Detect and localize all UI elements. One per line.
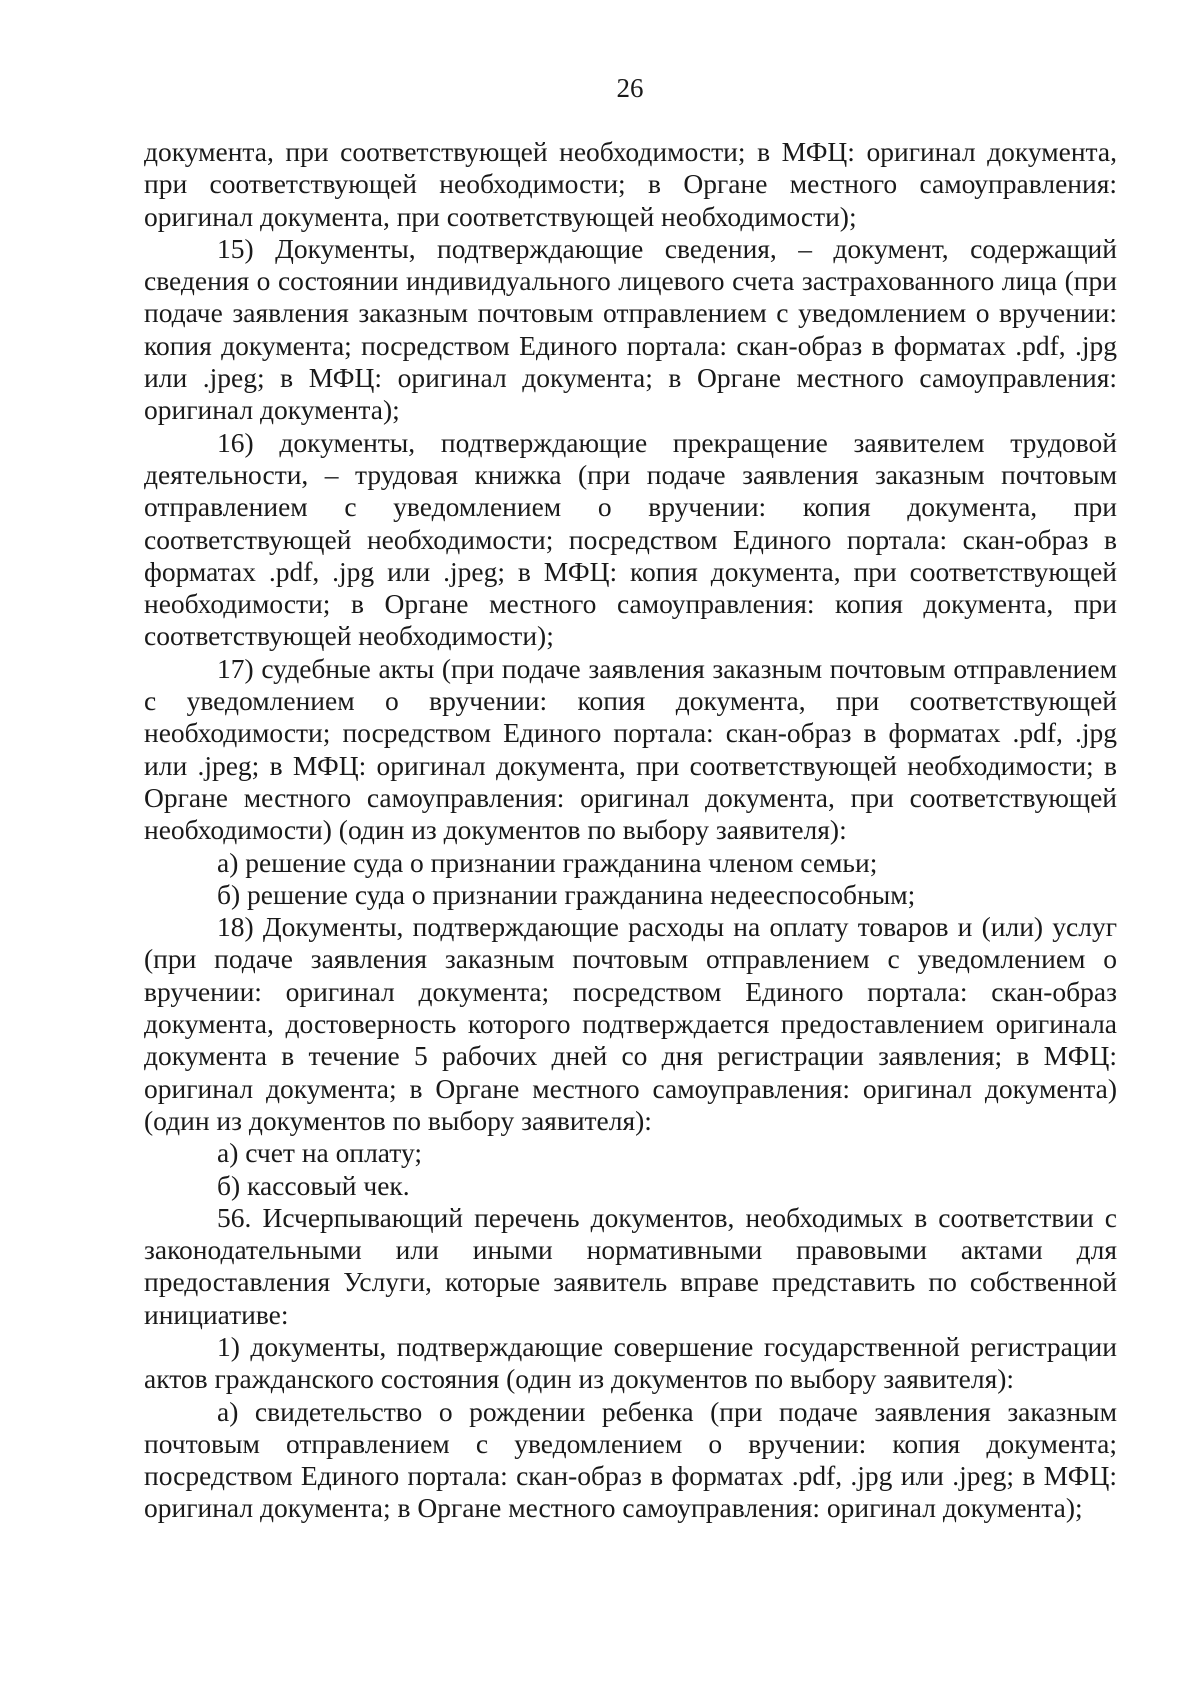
paragraph-item-16: 16) документы, подтверждающие прекращение заявителем трудовой деятельности, – трудовая книжка (при подаче заявления заказным почтовым отправлением с уведомлением о вручении: копия документа, при соответствующей необходимости; посредством Единого портала: скан-образ в форматах .pdf, .jpg или .jpeg; в МФЦ: копия документа, при соответствующей необходимости; в Органе местного самоуправления: копия документа, при соответствующей необходимости); [144,426,1117,652]
paragraph-item-17a: а) решение суда о признании гражданина членом семьи; [217,846,878,878]
paragraph-section-56: 56. Исчерпывающий перечень документов, необходимых в соответствии с законодательными или иными нормативными правовыми актами для предоставления Услуги, которые заявитель вправе представить по собственной инициативе: [144,1201,1117,1330]
paragraph-item-18: 18) Документы, подтверждающие расходы на оплату товаров и (или) услуг (при подаче заявления заказным почтовым отправлением с уведомлением о вручении: оригинал документа; посредством Единого портала: скан-образ документа, достоверность которого подтверждается предоставлением оригинала документа в течение 5 рабочих дней со дня регистрации заявления; в МФЦ: оригинал документа; в Органе местного самоуправления: оригинал документа) (один из документов по выбору заявителя): [144,911,1117,1136]
paragraph-item-18b: б) кассовый чек. [217,1169,410,1201]
page-number: 26 [616,73,644,103]
paragraph-continuation: документа, при соответствующей необходимости; в МФЦ: оригинал документа, при соответствующей необходимости; в Органе местного самоуправления: оригинал документа, при соответствующей необходимости); [144,136,1117,232]
paragraph-item-1a: а) свидетельство о рождении ребенка (при подаче заявления заказным почтовым отправлением с уведомлением о вручении: копия документа; посредством Единого портала: скан-образ в форматах .pdf, .jpg или .jpeg; в МФЦ: оригинал документа; в Органе местного самоуправления: оригинал документа); [144,1395,1117,1524]
paragraph-item-15: 15) Документы, подтверждающие сведения, – документ, содержащий сведения о состоянии индивидуального лицевого счета застрахованного лица (при подаче заявления заказным почтовым отправлением с уведомлением о вручении: копия документа; посредством Единого портала: скан-образ в форматах .pdf, .jpg или .jpeg; в МФЦ: оригинал документа; в Органе местного самоуправления: оригинал документа); [144,232,1117,426]
document-body [144,136,1117,1525]
paragraph-item-17: 17) судебные акты (при подаче заявления заказным почтовым отправлением с уведомлением о вручении: копия документа, при соответствующей необходимости; посредством Единого портала: скан-образ в форматах .pdf, .jpg или .jpeg; в МФЦ: оригинал документа, при соответствующей необходимости; в Органе местного самоуправления: оригинал документа, при соответствующей необходимости) (один из документов по выбору заявителя): [144,652,1117,846]
paragraph-item-1: 1) документы, подтверждающие совершение государственной регистрации актов гражданского состояния (один из документов по выбору заявителя): [144,1330,1117,1395]
paragraph-item-17b: б) решение суда о признании гражданина недееспособным; [217,878,916,910]
paragraph-item-18a: а) счет на оплату; [217,1137,422,1169]
